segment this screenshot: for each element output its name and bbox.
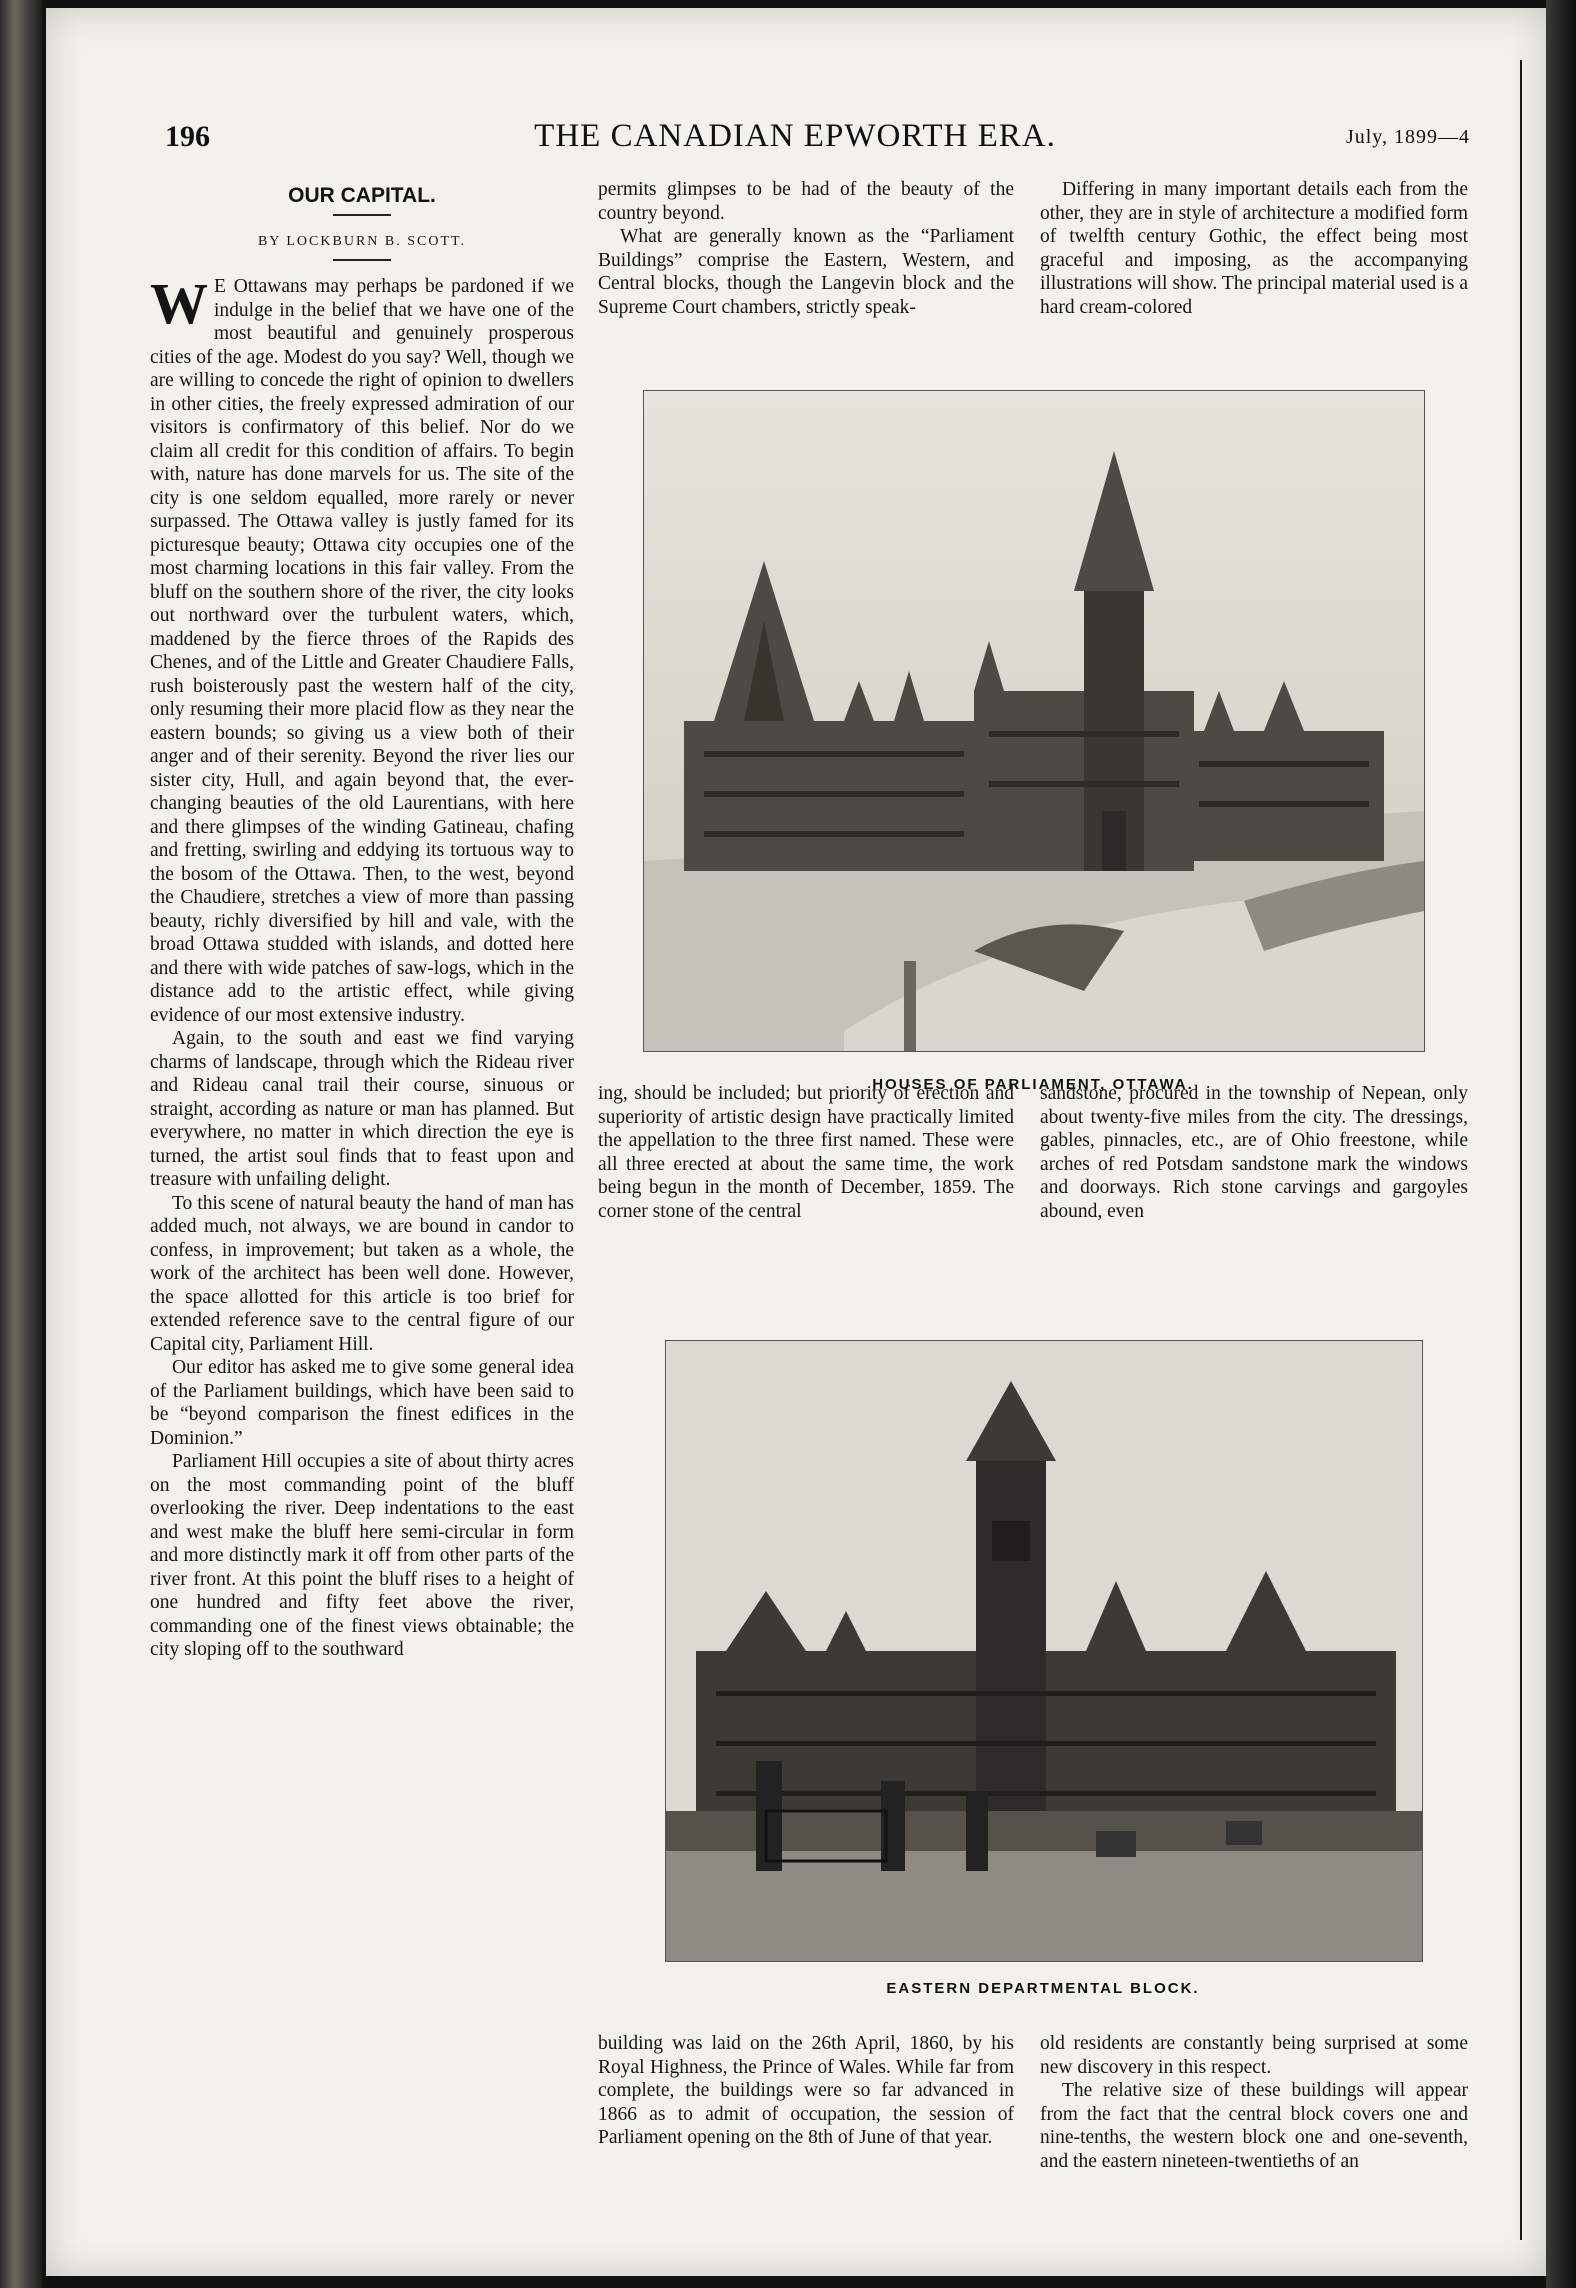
masthead: THE CANADIAN EPWORTH ERA.	[534, 118, 1056, 154]
issue-date: July, 1899—4	[1345, 126, 1470, 148]
paragraph: Differing in many important details each from the other, they are in style of architecture a modified form of twelfth century Gothic, the effect being most graceful and imposing, as the accompanying illustrations will show. The principal material used is a hard cream-colored	[1040, 179, 1468, 318]
paragraph: What are generally known as the “Parliament Buildings” comprise the Eastern, Western, and Central blocks, though the Langevin block and the Supreme Court chambers, strictly speak-	[598, 226, 1014, 318]
column-3-bottom	[1040, 2032, 1468, 2173]
paragraph: W E Ottawans may perhaps be pardoned if we indulge in the belief that we have one of the most beautiful and genuinely prosperous cities of the age. Modest do you say? Well, though we are willing to concede the right of opinion to dwellers in other cities, the freely expressed admiration of our visitors is confirmatory of this belief. Nor do we claim all credit for this condition of affairs. To begin with, nature has done marvels for us. The site of the city is one seldom equalled, more rarely or never surpassed. The Ottawa valley is justly famed for its picturesque beauty; Ottawa city occupies one of the most charming locations in this fair valley. From the bluff on the southern shore of the river, the city looks out northward over the turbulent waters, which, maddened by the fierce throes of the Rapids des Chenes, and of the Little and Greater Chaudiere Falls, rush boisterously past the western half of the city, only resuming their more placid flow as they near the eastern bounds; so giving us a view both of their anger and of their serenity. Beyond the river lies our sister city, Hull, and again beyond that, the ever-changing beauties of the old Laurentians, with here and there glimpses of the winding Gatineau, chafing and fretting, swirling and eddying its tortuous way to the bosom of the Ottawa. Then, to the west, beyond the Chaudiere, stretches a view of more than passing beauty, richly diversified by hill and vale, with the broad Ottawa studded with islands, and dotted here and there with wide patches of saw-logs, which in the distance add to the artistic effect, while giving evidence of our most extensive industry.	[150, 271, 574, 1026]
paragraph: building was laid on the 26th April, 1860, by his Royal Highness, the Prince of Wales. While far from complete, the buildings were so far advanced in 1866 as to admit of occupation, the session of Parliament opening on the 8th of June of that year.	[598, 2033, 1014, 2148]
paragraph: Again, to the south and east we find varying charms of landscape, through which the Rideau river and Rideau canal trail their course, sinuous or straight, according as nature or man has planned. But everywhere, no matter in which direction the eye is turned, the artist soul finds that to feast upon and treasure with unfailing delight.	[150, 1028, 574, 1190]
paragraph: To this scene of natural beauty the hand of man has added much, not always, we are bound in candor to confess, in improvement; but taken as a whole, the work of the architect has been well done. However, the space allotted for this article is too brief for extended reference save to the central figure of our Capital city, Parliament Hill.	[150, 1192, 574, 1355]
column-2-bottom	[598, 2032, 1014, 2150]
paragraph: permits glimpses to be had of the beauty of the country beyond.	[598, 179, 1014, 224]
paragraph: sandstone, procured in the township of Nepean, only about twenty-five miles from the city. The dressings, gables, pinnacles, etc., are of Ohio freestone, while arches of red Potsdam sandstone mark the windows and doorways. Rich stone carvings and gargoyles abound, even	[1040, 1083, 1468, 1222]
photo2-caption: EASTERN DEPARTMENTAL BLOCK.	[886, 1980, 1200, 1997]
paragraph: Our editor has asked me to give some general idea of the Parliament buildings, which have been said to be “beyond comparison the finest edifices in the Dominion.”	[150, 1357, 574, 1449]
column-2-middle	[598, 1082, 1014, 1223]
byline-rule	[333, 259, 391, 261]
column-2-top	[598, 178, 1014, 319]
right-scan-edge	[1546, 0, 1576, 2288]
column-3-top	[1040, 178, 1468, 319]
paragraph: Parliament Hill occupies a site of about thirty acres on the most commanding point of the bluff overlooking the river. Deep indentations to the east and west make the bluff here semi-circular in form and more distinctly mark it off from other parts of the river front. At this point the bluff rises to a height of one hundred and fifty feet above the river, commanding one of the finest views obtainable; the city sloping off to the southward	[150, 1451, 574, 1660]
eastern-block-illustration	[666, 1341, 1422, 1961]
book-binding-edge	[0, 0, 42, 2288]
paragraph: The relative size of these buildings will appear from the fact that the central block covers one and nine-tenths, the western block one and one-seventh, and the eastern nineteen-twentieths of an	[1040, 2080, 1468, 2172]
photo-houses-of-parliament	[643, 390, 1425, 1052]
photo-eastern-departmental-block	[665, 1340, 1423, 1962]
byline: BY LOCKBURN B. SCOTT.	[257, 233, 467, 249]
right-column-rule	[1520, 60, 1522, 2240]
column-1	[150, 172, 574, 1662]
page-number: 196	[165, 120, 210, 153]
paragraph: old residents are constantly being surprised at some new discovery in this respect.	[1040, 2033, 1468, 2078]
parliament-illustration	[644, 391, 1424, 1051]
page-header	[120, 118, 1470, 158]
paragraph: ing, should be included; but priority of erection and superiority of artistic design have practically limited the appellation to the three first named. These were all three erected at about the same time, the work being begun in the month of December, 1859. The corner stone of the central	[598, 1083, 1014, 1222]
title-rule	[333, 214, 391, 216]
article-title: OUR CAPITAL.	[288, 184, 436, 207]
column-3-middle	[1040, 1082, 1468, 1223]
drop-cap: W	[150, 271, 208, 336]
photo1-caption: HOUSES OF PARLIAMENT, OTTAWA.	[872, 1076, 1194, 1093]
